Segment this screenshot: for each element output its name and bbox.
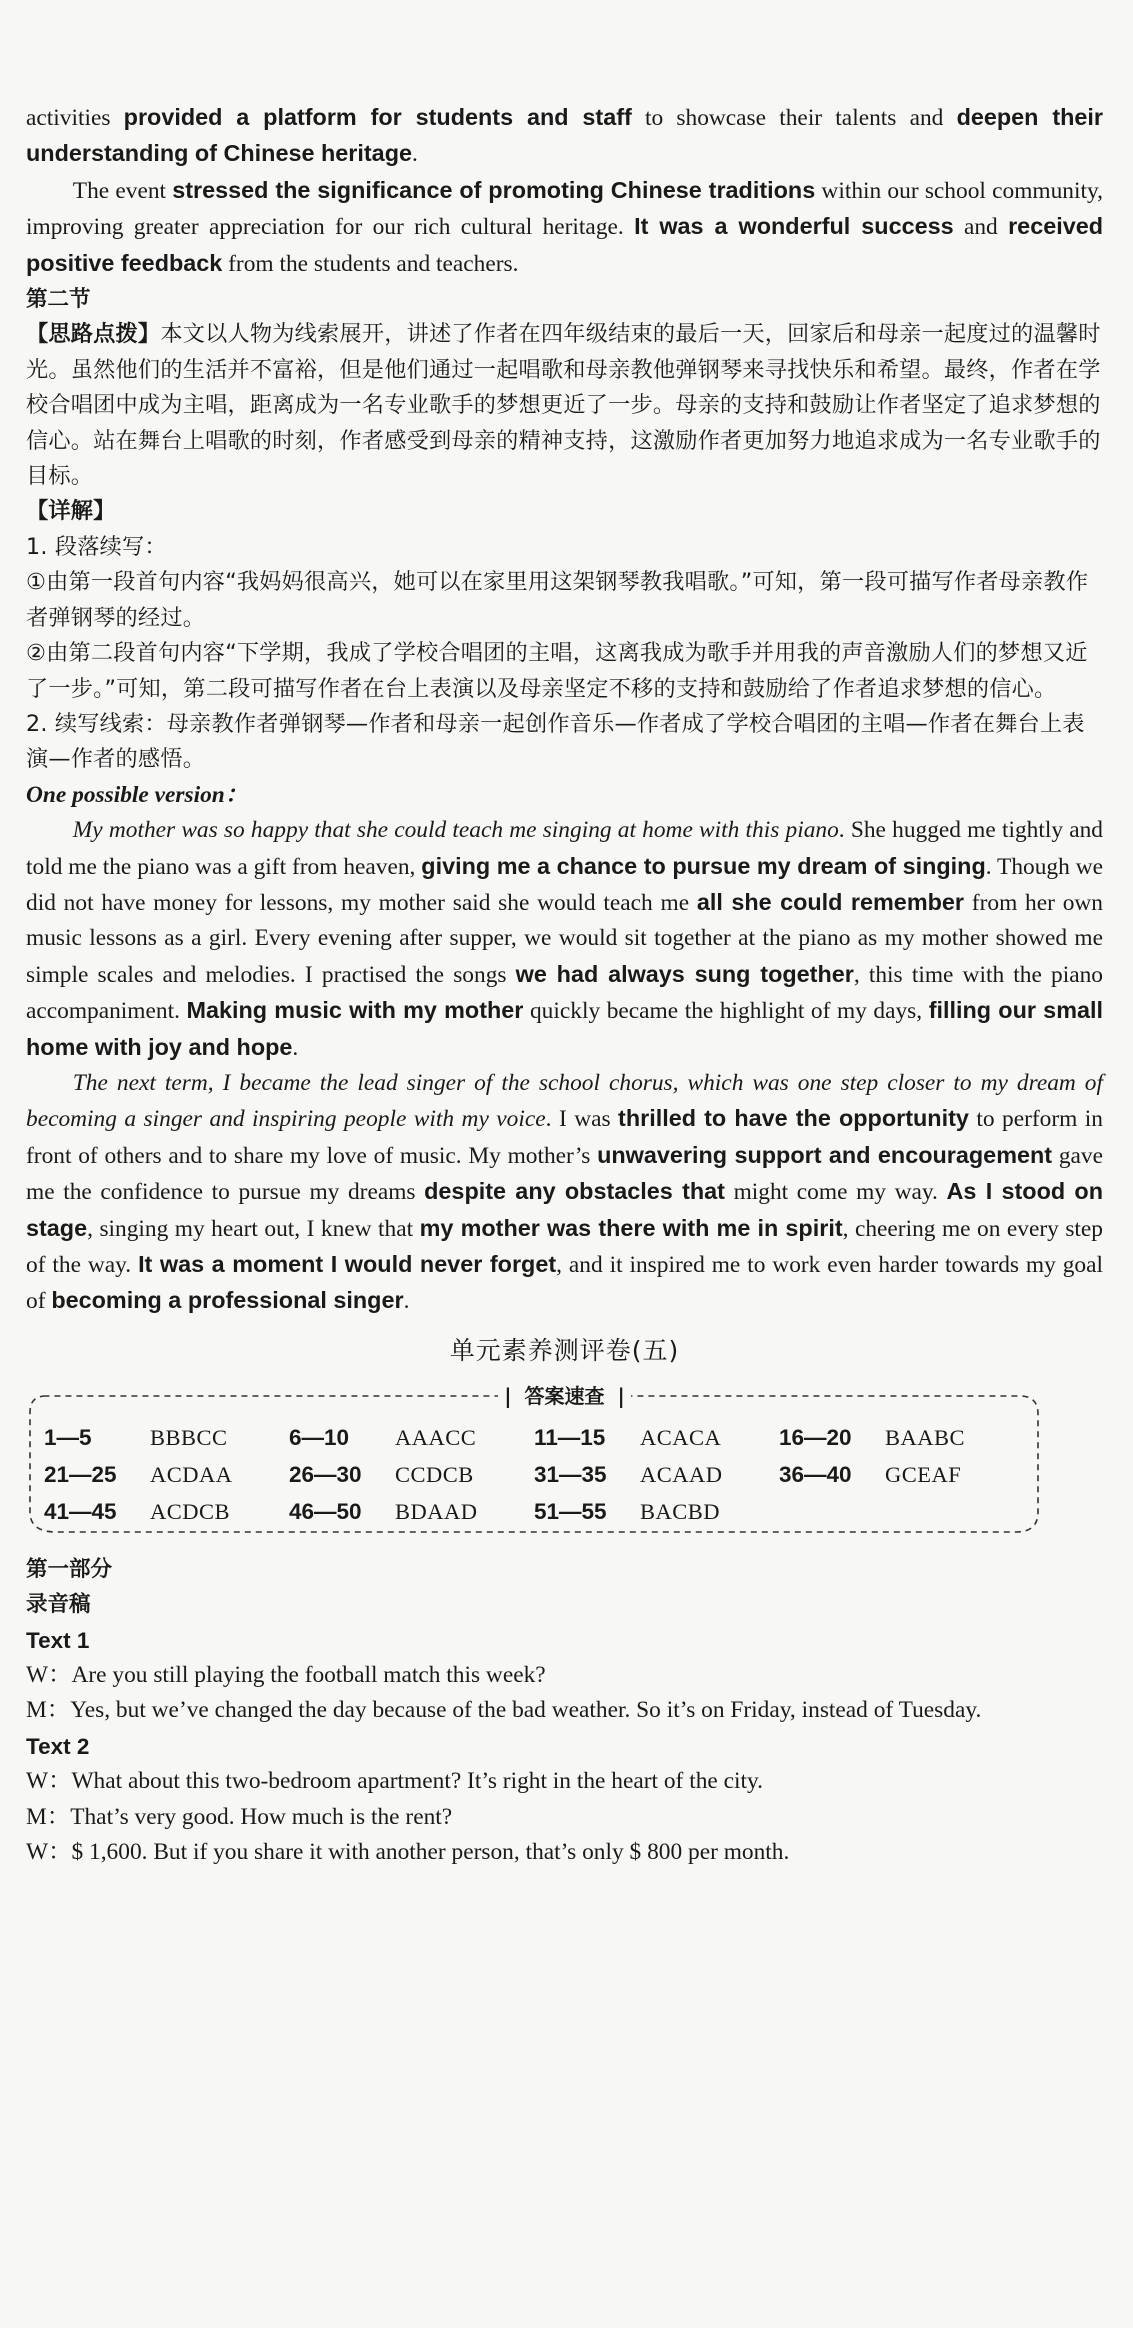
answer-range: 31—35 <box>534 1462 607 1488</box>
answer-row <box>44 1420 1024 1457</box>
bold-phrase: becoming a professional singer <box>51 1287 404 1314</box>
answer-cell <box>289 1425 534 1451</box>
text1-m-line <box>26 1693 1103 1728</box>
answer-values: BBBCC <box>150 1425 228 1451</box>
answer-values: BACBD <box>640 1499 721 1525</box>
detail-label: 【详解】 <box>26 498 116 525</box>
answer-range: 1—5 <box>44 1425 92 1451</box>
text-run: . Though we did not have money for lessons, my mother said she would teach me <box>26 853 1103 916</box>
text-run: , this time with the piano accompaniment. <box>26 961 1103 1025</box>
answer-range: 16—20 <box>779 1425 852 1451</box>
italic-opening: The next term, I became the lead singer of the school chorus, which was one step closer to my dream of becoming a singer and inspiring people with my voice <box>26 1069 1103 1133</box>
speaker-m: M： <box>26 1697 71 1724</box>
text-run: . <box>292 1034 299 1061</box>
dialogue-line: $ 1,600. But if you share it with another person, that’s only $ 800 per month. <box>71 1839 790 1866</box>
dialogue-line: What about this two-bedroom apartment? It’s right in the heart of the city. <box>71 1768 764 1795</box>
italic-opening: My mother was so happy that she could teach me singing at home with this piano <box>72 817 839 844</box>
text2-w1-line <box>26 1764 1103 1799</box>
speaker-w: W： <box>26 1662 72 1689</box>
tips-paragraph <box>26 317 1103 494</box>
text1-w-line <box>26 1658 1103 1693</box>
answer-key-title-text: 答案速查 <box>519 1384 611 1408</box>
detail-item1-b: ②由第二段首句内容“下学期，我成了学校合唱团的主唱，这离我成为歌手并用我的声音激励人们的梦想又近了一步。”可知，第二段可描写作者在台上表演以及母亲坚定不移的支持和鼓励给了作者追求梦想的信心。 <box>26 640 1088 702</box>
bold-phrase: all she could remember <box>696 888 965 915</box>
bold-phrase: received positive feedback <box>26 213 1104 276</box>
answer-values: CCDCB <box>395 1462 474 1488</box>
dialogue-line: Yes, but we’ve changed the day because of the bad weather. So it’s on Friday, instead of Tuesday. <box>70 1697 982 1724</box>
answer-range: 26—30 <box>289 1462 362 1488</box>
text-run: to perform in front of others and to share my love of music. My mother’s <box>26 1106 1103 1169</box>
text-run: gave me the confidence to pursue my dreams <box>26 1142 1104 1206</box>
answer-cell <box>289 1462 534 1488</box>
bold-phrase: It was a moment I would never forget <box>138 1251 557 1277</box>
text-run: within our school community, improving greater appreciation for our rich cultural heritage. <box>26 177 1103 241</box>
answer-cell <box>289 1499 534 1525</box>
text2-label: Text 2 <box>26 1733 90 1759</box>
dialogue-line: That’s very good. How much is the rent? <box>70 1803 453 1830</box>
text-run: . <box>412 141 418 168</box>
text-run: The event <box>72 177 173 204</box>
bold-phrase: unwavering support and encouragement <box>597 1141 1053 1168</box>
answer-cell <box>44 1462 289 1488</box>
answer-key-box <box>26 1384 1103 1542</box>
text-run: to showcase their talents and <box>631 105 957 131</box>
bold-phrase: stressed the significance of promoting Chinese traditions <box>172 176 816 203</box>
bold-phrase: giving me a chance to pursue my dream of singing <box>421 852 986 879</box>
bold-phrase: As I stood on stage <box>26 1178 1104 1241</box>
answer-range: 21—25 <box>44 1462 117 1488</box>
tips-text: 本文以人物为线索展开，讲述了作者在四年级结束的最后一天，回家后和母亲一起度过的温馨时光。虽然他们的生活并不富裕，但是他们通过一起唱歌和母亲教他弹钢琴来寻找快乐和希望。最终，作者在学校合唱团中成为主唱，距离成为一名专业歌手的梦想更近了一步。母亲的支持和鼓励让作者坚定了追求梦想的信心。站在舞台上唱歌的时刻，作者感受到母亲的精神支持，这激励作者更加努力地追求成为一名专业歌手的目标。 <box>26 321 1101 490</box>
answer-values: BDAAD <box>395 1499 478 1525</box>
dialogue-line: Are you still playing the football match this week? <box>71 1662 546 1689</box>
detail-item1-title: 1. 段落续写： <box>26 533 167 560</box>
text-run: . I was <box>545 1106 619 1133</box>
answer-cell <box>44 1425 289 1451</box>
answer-row <box>44 1457 1024 1494</box>
bold-phrase: It was a wonderful success <box>634 213 954 240</box>
answer-cell <box>534 1499 779 1525</box>
answer-grid <box>44 1420 1024 1531</box>
section-heading-2: 第二节 <box>26 287 91 313</box>
answer-row <box>44 1494 1024 1531</box>
paragraph-heritage <box>26 100 1103 173</box>
text-run: , cheering me on every step of the way. <box>26 1215 1104 1278</box>
text2-w2-line <box>26 1835 1103 1870</box>
answer-range: 41—45 <box>44 1499 117 1525</box>
answer-range: 36—40 <box>779 1462 852 1488</box>
tips-label: 【思路点拨】 <box>26 321 161 348</box>
answer-values: ACACA <box>640 1425 722 1451</box>
text-run: . <box>403 1288 410 1315</box>
answer-values: ACDCB <box>150 1499 231 1525</box>
answer-cell <box>534 1462 779 1488</box>
paragraph-event <box>26 173 1103 282</box>
text-run: might come my way. <box>724 1179 947 1206</box>
answer-range: 51—55 <box>534 1499 607 1525</box>
speaker-w: W： <box>26 1768 72 1795</box>
answer-cell <box>44 1499 289 1525</box>
speaker-m: M： <box>26 1803 71 1830</box>
detail-item2: 2. 续写线索：母亲教作者弹钢琴—作者和母亲一起创作音乐—作者成了学校合唱团的主唱—作者在舞台上表演—作者的感悟。 <box>26 710 1085 773</box>
unit-title: 单元素养测评卷(五) <box>449 1335 680 1365</box>
answer-range: 6—10 <box>289 1425 350 1451</box>
text-run: . She hugged me tightly and told me the piano was a gift from heaven, <box>26 817 1103 880</box>
bold-phrase: filling our small home with joy and hope <box>26 997 1103 1060</box>
text-run: activities <box>26 105 124 131</box>
answer-values: GCEAF <box>885 1462 962 1488</box>
speaker-w: W： <box>26 1839 72 1866</box>
bold-phrase: deepen their understanding of Chinese heritage <box>26 104 1104 167</box>
bold-phrase: my mother was there with me in spirit <box>419 1214 843 1241</box>
text-run: , and it inspired me to work even harder towards my goal of <box>26 1252 1103 1315</box>
text-run: and <box>953 214 1009 241</box>
text-run: quickly became the highlight of my days, <box>523 998 929 1025</box>
bold-phrase: despite any obstacles that <box>424 1178 725 1205</box>
answer-values: ACAAD <box>640 1462 723 1488</box>
answer-values: AAACC <box>395 1425 477 1451</box>
version-label-text: One possible version <box>26 781 225 808</box>
text-run: , singing my heart out, I knew that <box>87 1215 420 1242</box>
bold-phrase: we had always sung together <box>515 960 854 987</box>
detail-item1-a: ①由第一段首句内容“我妈妈很高兴，她可以在家里用这架钢琴教我唱歌。”可知，第一段可描写作者母亲教作者弹钢琴的经过。 <box>26 569 1089 631</box>
text2-m-line <box>26 1800 1103 1835</box>
answer-key-title: | 答案速查 | <box>26 1384 1103 1408</box>
answer-values: ACDAA <box>150 1462 233 1488</box>
essay-paragraph-2 <box>26 1066 1103 1320</box>
transcript-heading: 录音稿 <box>26 1592 91 1618</box>
part1-heading: 第一部分 <box>26 1556 113 1582</box>
version-label: One possible version： <box>26 781 249 808</box>
bold-phrase: provided a platform for students and staff <box>123 104 632 130</box>
answer-cell <box>779 1425 1024 1451</box>
text1-label: Text 1 <box>26 1627 90 1653</box>
essay-paragraph-1 <box>26 813 1103 1066</box>
answer-cell <box>534 1425 779 1451</box>
bold-phrase: Making music with my mother <box>186 997 524 1024</box>
text-run: from the students and teachers. <box>222 250 519 277</box>
answer-cell <box>779 1462 1024 1488</box>
answer-range: 11—15 <box>534 1425 606 1451</box>
answer-range: 46—50 <box>289 1499 362 1525</box>
answer-values: BAABC <box>885 1425 966 1451</box>
bold-phrase: thrilled to have the opportunity <box>618 1105 969 1132</box>
text-run: from her own music lessons as a girl. Every evening after supper, we would sit together at the piano as my mother showed me simple scales and melodies. I practised the songs <box>26 889 1103 988</box>
